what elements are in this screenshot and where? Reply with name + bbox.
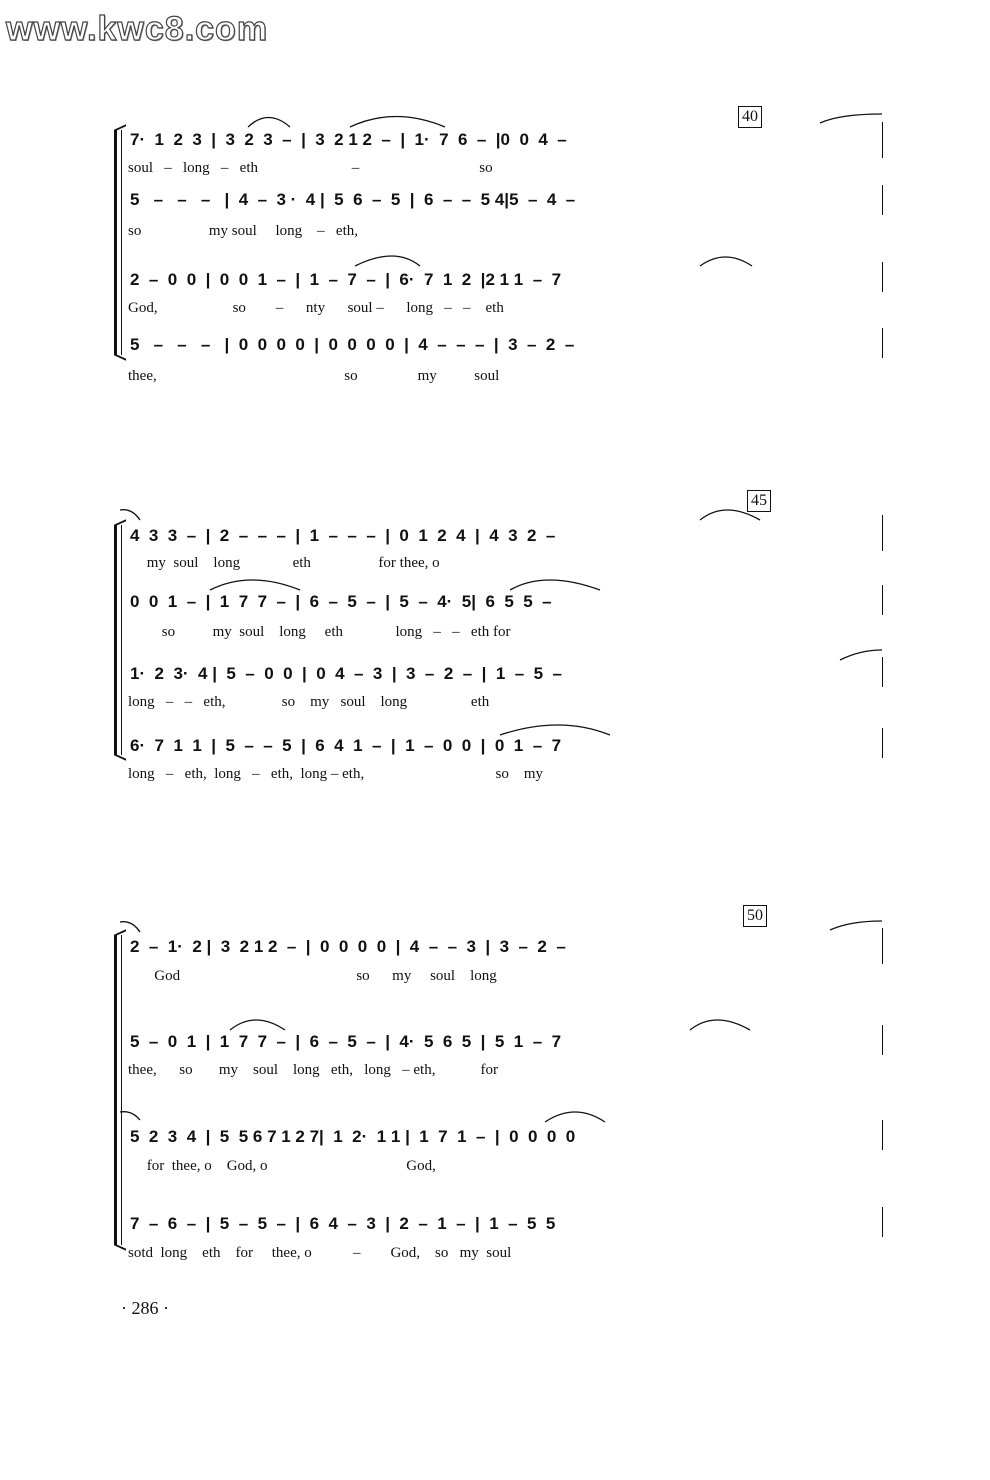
staff-notes: 5 2 3 4 | 5 5 6 7 1 2 7| 1 2· 1 1 | 1 7 1 – | 0 0 0 0 <box>130 1127 576 1146</box>
system-bracket <box>114 935 117 1245</box>
barline <box>882 262 883 292</box>
staff-lyrics: sotd long eth for thee, o – God, so my soul <box>128 1245 512 1261</box>
system-line <box>121 130 122 355</box>
system-line <box>121 525 122 755</box>
barline <box>882 1120 883 1150</box>
staff-lyrics: God, so – nty soul – long – – eth <box>128 300 504 316</box>
page-number: · 286 · <box>121 1298 169 1318</box>
barline <box>882 657 883 687</box>
barline <box>882 185 883 215</box>
barline <box>882 585 883 615</box>
staff-lyrics: soul – long – eth – so <box>128 160 493 176</box>
barline <box>882 328 883 358</box>
staff-notes: 7 – 6 – | 5 – 5 – | 6 4 – 3 | 2 – 1 – | 1 – 5 5 <box>130 1214 556 1233</box>
staff-notes: 7· 1 2 3 | 3 2 3 – | 3 2 1 2 – | 1· 7 6 – |0 0 4 – <box>130 130 567 149</box>
system-bracket <box>114 525 117 755</box>
staff-notes: 5 – 0 1 | 1 7 7 – | 6 – 5 – | 4· 5 6 5 | 5 1 – 7 <box>130 1032 562 1051</box>
staff-notes: 2 – 1· 2 | 3 2 1 2 – | 0 0 0 0 | 4 – – 3 | 3 – 2 – <box>130 937 566 956</box>
staff-lyrics: so my soul long eth long – – eth for <box>128 624 511 640</box>
staff-lyrics: God so my soul long <box>128 968 497 984</box>
staff-notes: 4 3 3 – | 2 – – – | 1 – – – | 0 1 2 4 | 4 3 2 – <box>130 526 556 545</box>
rehearsal-mark: 40 <box>738 106 762 128</box>
staff-lyrics: thee, so my soul long eth, long – eth, for <box>128 1062 498 1078</box>
rehearsal-mark: 50 <box>743 905 767 927</box>
staff-notes: 0 0 1 – | 1 7 7 – | 6 – 5 – | 5 – 4· 5| 6 5 5 – <box>130 592 552 611</box>
barline <box>882 728 883 758</box>
barline <box>882 122 883 158</box>
system-line <box>121 935 122 1245</box>
barline <box>882 928 883 964</box>
staff-lyrics: so my soul long – eth, <box>128 223 359 239</box>
system-bracket <box>114 130 117 355</box>
staff-notes: 5 – – – | 4 – 3 · 4 | 5 6 – 5 | 6 – – 5 4|5 – 4 – <box>130 190 576 209</box>
staff-notes: 2 – 0 0 | 0 0 1 – | 1 – 7 – | 6· 7 1 2 |2 1 1 – 7 <box>130 270 562 289</box>
staff-notes: 6· 7 1 1 | 5 – – 5 | 6 4 1 – | 1 – 0 0 | 0 1 – 7 <box>130 736 562 755</box>
barline <box>882 1025 883 1055</box>
staff-lyrics: my soul long eth for thee, o <box>128 555 440 571</box>
rehearsal-mark: 45 <box>747 490 771 512</box>
barline <box>882 515 883 551</box>
staff-lyrics: long – eth, long – eth, long – eth, so my <box>128 766 543 782</box>
staff-lyrics: thee, so my soul <box>128 368 500 384</box>
barline <box>882 1207 883 1237</box>
staff-notes: 5 – – – | 0 0 0 0 | 0 0 0 0 | 4 – – – | 3 – 2 – <box>130 335 575 354</box>
staff-lyrics: long – – eth, so my soul long eth <box>128 694 490 710</box>
staff-lyrics: for thee, o God, o God, <box>128 1158 436 1174</box>
watermark: www.kwc8.com <box>6 10 269 48</box>
staff-notes: 1· 2 3· 4 | 5 – 0 0 | 0 4 – 3 | 3 – 2 – | 1 – 5 – <box>130 664 562 683</box>
